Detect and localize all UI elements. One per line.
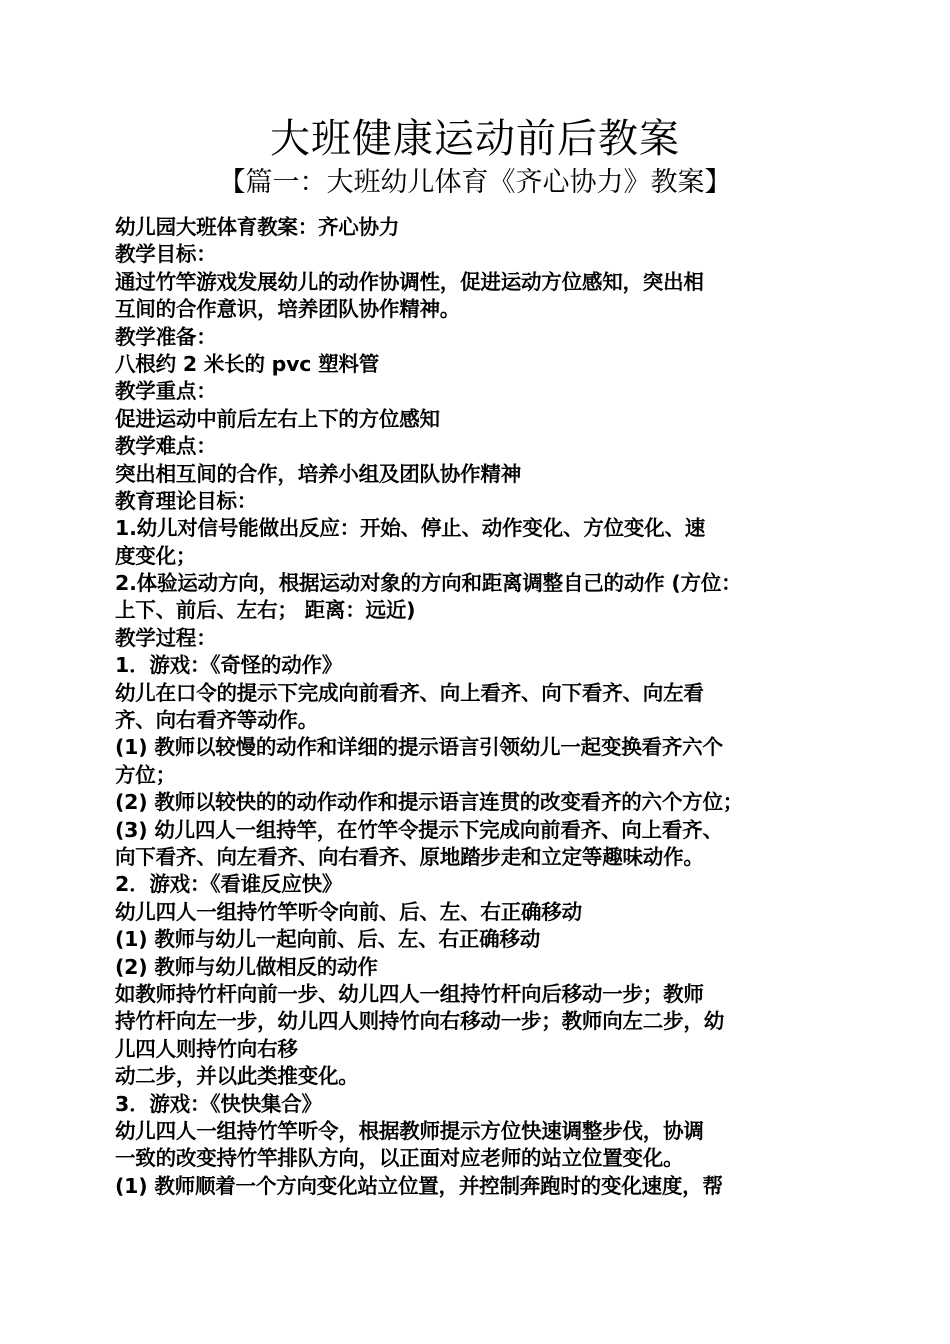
document-body — [115, 214, 845, 1200]
text-line: (2) 教师与幼儿做相反的动作 — [115, 954, 378, 979]
section-heading: 【篇一：大班幼儿体育《齐心协力》教案】 — [218, 167, 732, 198]
text-line: 1．游戏：《奇怪的动作》 — [115, 653, 343, 678]
text-line: 向下看齐、向左看齐、向右看齐、原地踏步走和立定等趣味动作。 — [115, 844, 704, 869]
text-line: 动二步，并以此类推变化。 — [115, 1064, 359, 1089]
text-line: 2．游戏：《看谁反应快》 — [115, 872, 343, 897]
text-line: 3．游戏：《快快集合》 — [115, 1091, 322, 1116]
text-line: (3) 幼儿四人一组持竿，在竹竿令提示下完成向前看齐、向上看齐、 — [115, 817, 723, 842]
text-line: 通过竹竿游戏发展幼儿的动作协调性，促进运动方位感知，突出相 — [115, 269, 704, 294]
text-line: 度变化； — [115, 543, 197, 568]
text-line: 教学目标： — [115, 242, 217, 267]
text-line: (2) 教师以较快的的动作动作和提示语言连贯的改变看齐的六个方位； — [115, 790, 744, 815]
text-line: 一致的改变持竹竿排队方向，以正面对应老师的站立位置变化。 — [115, 1146, 684, 1171]
text-line: 儿四人则持竹向右移 — [115, 1036, 298, 1061]
text-line: 齐、向右看齐等动作。 — [115, 708, 318, 733]
text-line: (1) 教师顺着一个方向变化站立位置，并控制奔跑时的变化速度，帮 — [115, 1173, 723, 1198]
text-line: 教学准备： — [115, 324, 217, 349]
text-line: 幼儿四人一组持竹竿听令向前、后、左、右正确移动 — [115, 899, 582, 924]
text-line: 幼儿在口令的提示下完成向前看齐、向上看齐、向下看齐、向左看 — [115, 680, 704, 705]
text-line: 促进运动中前后左右上下的方位感知 — [115, 406, 440, 431]
text-line: 如教师持竹杆向前一步、幼儿四人一组持竹杆向后移动一步；教师 — [115, 981, 704, 1006]
text-line: 幼儿四人一组持竹竿听令，根据教师提示方位快速调整步伐，协调 — [115, 1118, 704, 1143]
text-line: (1) 教师与幼儿一起向前、后、左、右正确移动 — [115, 927, 541, 952]
page-title: 大班健康运动前后教案 — [270, 116, 680, 162]
text-line: (1) 教师以较慢的动作和详细的提示语言引领幼儿一起变换看齐六个 — [115, 735, 723, 760]
text-line: 幼儿园大班体育教案：齐心协力 — [115, 215, 400, 239]
text-line: 教育理论目标： — [115, 488, 258, 513]
text-line: 八根约 2 米长的 pvc 塑料管 — [115, 351, 380, 376]
text-line: 2.体验运动方向，根据运动对象的方向和距离调整自己的动作 (方位： — [115, 571, 742, 596]
text-line: 方位； — [115, 762, 176, 787]
text-line: 1.幼儿对信号能做出反应：开始、停止、动作变化、方位变化、速 — [115, 516, 706, 541]
text-line: 教学重点： — [115, 379, 217, 404]
text-line: 互间的合作意识，培养团队协作精神。 — [115, 297, 461, 322]
text-line: 上下、前后、左右； 距离：远近) — [115, 598, 416, 623]
text-line: 突出相互间的合作，培养小组及团队协作精神 — [115, 461, 521, 486]
text-line: 教学难点： — [115, 434, 217, 459]
text-line: 持竹杆向左一步，幼儿四人则持竹向右移动一步；教师向左二步，幼 — [115, 1009, 724, 1034]
text-line: 教学过程： — [115, 625, 217, 650]
